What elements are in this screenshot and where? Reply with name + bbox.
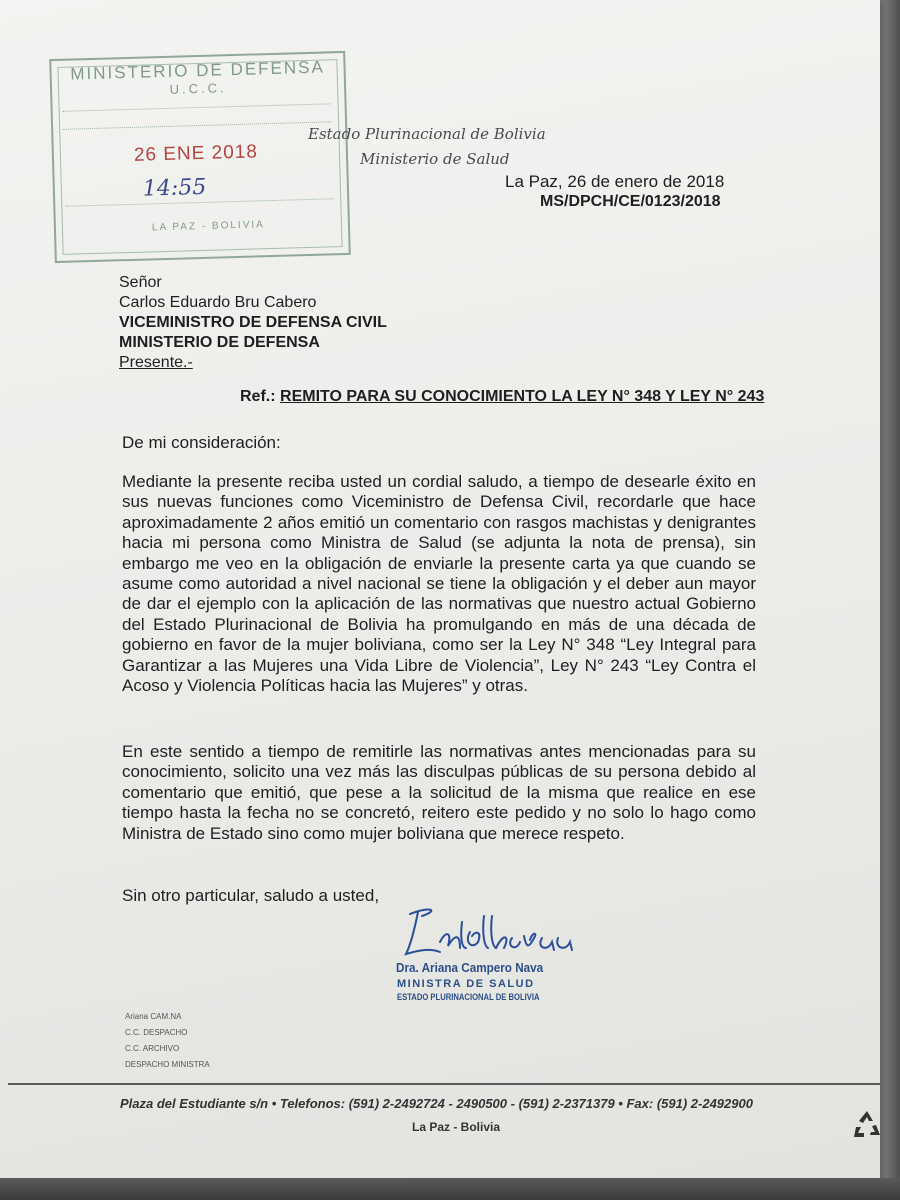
recipient-presente: Presente.- — [119, 354, 193, 371]
footer-address: Plaza del Estudiante s/n • Telefonos: (591) 2-2492724 - 2490500 - (591) 2-2371379 • Fax: (591) 2-2492900 — [120, 1096, 753, 1111]
reference-text: REMITO PARA SU CONOCIMIENTO LA LEY N° 348 Y LEY N° 243 — [280, 388, 765, 405]
reception-stamp — [49, 51, 351, 263]
recipient-name: Carlos Eduardo Bru Cabero — [119, 294, 317, 311]
stamp-hour: 14:55 — [142, 174, 207, 202]
desk-background — [878, 0, 900, 1200]
recycle-icon — [852, 1105, 882, 1145]
signer-state: ESTADO PLURINACIONAL DE BOLIVIA — [397, 992, 540, 1002]
cc-line: C.C. ARCHIVO — [125, 1044, 180, 1053]
stamp-city: LA PAZ - BOLIVIA — [151, 219, 266, 234]
closing-line: Sin otro particular, saludo a usted, — [122, 886, 380, 905]
handwritten-signature — [400, 902, 590, 962]
stamp-date: 26 ENE 2018 — [133, 141, 259, 166]
letterhead-state: Estado Plurinacional de Bolivia — [308, 125, 546, 143]
recipient-position: VICEMINISTRO DE DEFENSA CIVIL — [119, 314, 387, 331]
greeting: De mi consideración: — [122, 433, 281, 452]
footer-city: La Paz - Bolivia — [412, 1120, 501, 1134]
cc-line: C.C. DESPACHO — [125, 1028, 188, 1037]
reference-line — [240, 388, 764, 406]
cc-line: Ariana CAM.NA — [125, 1012, 182, 1021]
body-paragraph: Mediante la presente reciba usted un cordial saludo, a tiempo de desearle éxito en sus nuevas funciones como Viceministro de Defensa Civil, recordarle que hace aproximadamente 2 años emitió un comentario con rasgos machistas y denigrantes hacia mi persona como Ministra de Salud (se adjunta la nota de prensa), sin embargo me veo en la obligación de enviarle la presente carta ya que cuando se asume como autoridad a nivel nacional se tiene la obligación y el deber aun mayor de dar el ejemplo con la aplicación de las normativas que nuestro actual Gobierno del Estado Plurinacional de Bolivia ha promulgando en más de una década de gobierno en favor de la mujer boliviana, como ser la Ley N° 348 “Ley Integral para Garantizar a las Mujeres una Vida Libre de Violencia”, Ley N° 243 “Ley Contra el Acoso y Violencia Políticas hacia las Mujeres” y otras. — [122, 472, 756, 696]
reference-label: Ref.: — [240, 388, 276, 405]
date-line: La Paz, 26 de enero de 2018 — [505, 172, 725, 191]
body-paragraph: En este sentido a tiempo de remitirle las normativas antes mencionadas para su conocimiento, solicito una vez más las disculpas públicas de su persona debido al comentario que emitió, que pese a la solicitud de la misma que realice en ese tiempo hasta la fecha no se concretó, reitero este pedido y no solo lo hago como Ministra de Estado sino como mujer boliviana que merece respeto. — [122, 742, 756, 843]
signer-name: Dra. Ariana Campero Nava — [396, 960, 544, 975]
desk-edge — [0, 1178, 900, 1200]
cc-line: DESPACHO MINISTRA — [125, 1060, 210, 1069]
signer-title: MINISTRA DE SALUD — [397, 978, 535, 990]
stamp-subtitle: U.C.C. — [169, 80, 227, 97]
footer-divider — [8, 1083, 880, 1085]
recipient-institution: MINISTERIO DE DEFENSA — [119, 334, 320, 351]
reference-code: MS/DPCH/CE/0123/2018 — [540, 193, 721, 210]
recipient-salutation: Señor — [119, 274, 162, 291]
letterhead-ministry: Ministerio de Salud — [360, 150, 510, 168]
stamp-title: MINISTERIO DE DEFENSA — [70, 57, 326, 84]
